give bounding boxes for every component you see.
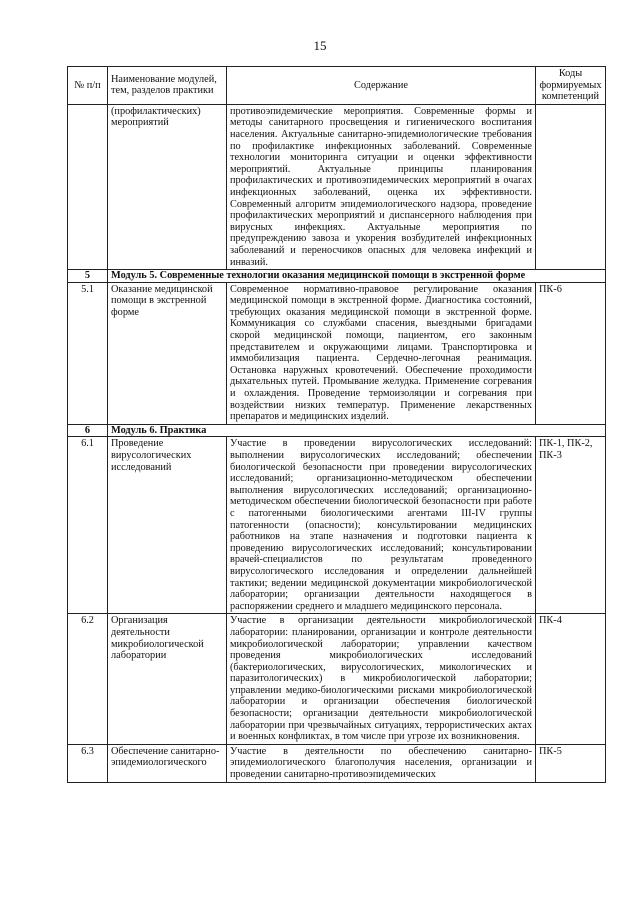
module-title: Модуль 6. Практика (108, 424, 606, 437)
table-row (68, 282, 606, 424)
row-name: Оказание медицинской помощи в экстренной форме (108, 282, 227, 424)
row-name: (профилактических) мероприятий (108, 104, 227, 269)
row-content: Участие в организации деятельности микробиологической лаборатории: планировании, организации и контроле деятельности микробиологической лаборатории; управлении качеством проведения микробиологических исследований (бактериологических, вирусологических, микологических и паразитологических) в микробиологической лаборатории; управлении медико-биологическими рисками микробиологической лаборатории и организации обеспечения биологической безопасности; организации деятельности микробиологической лаборатории при чрезвычайных ситуациях, террористических актах и военных конфликтах, в том числе при угрозе их возникновения. (227, 614, 536, 745)
row-name: Обеспечение санитарно-эпидемиологического (108, 744, 227, 782)
module-number: 5 (68, 270, 108, 283)
table-row (68, 104, 606, 269)
module-title: Модуль 5. Современные технологии оказания медицинской помощи в экстренной форме (108, 270, 606, 283)
row-codes (536, 104, 606, 269)
header-name: Наименование модулей, тем, разделов практики (108, 67, 227, 105)
row-name: Организация деятельности микробиологической лаборатории (108, 614, 227, 745)
row-name: Проведение вирусологических исследований (108, 437, 227, 614)
header-codes: Коды формируемых компетенций (536, 67, 606, 105)
page-number: 15 (313, 38, 327, 53)
row-content: Участие в проведении вирусологических исследований: выполнении вирусологических исследований; обеспечении биологической безопасности при проведении вирусологических исследований; организационно-методическом обеспечении выполнения вирусологических исследований; организационно-методическом обеспечении биологической безопасности при работе с патогенными биологическими агентами III-IV группы патогенности (опасности); консультировании медицинских работников на этапе назначения и подготовки пациента к проведению вирусологических исследований; консультировании врачей-специалистов по результатам проведенного вирусологического исследования и определении дальнейшей тактики; ведении медицинской документации микробиологической лаборатории; организации деятельности находящегося в распоряжении среднего и младшего медицинского персонала. (227, 437, 536, 614)
table-header-row (68, 67, 606, 105)
row-codes: ПК-6 (536, 282, 606, 424)
row-number: 5.1 (68, 282, 108, 424)
header-content: Содержание (227, 67, 536, 105)
row-content: противоэпидемические мероприятия. Современные формы и методы санитарного просвещения и гигиенического воспитания населения. Актуальные санитарно-эпидемиологические требования по профилактике инфекционных заболеваний. Современные технологии мониторинга ситуации и оценки эффективности мероприятий. Актуальные принципы планирования профилактических и противоэпидемических мероприятий в очагах инфекционных заболеваний, оценка их эффективности. Современный алгоритм эпидемиологического надзора, проведение профилактических мероприятий и диспансерного наблюдения при вирусных инфекциях. Актуальные мероприятия по предупреждению завоза и укорения возбудителей инфекционных заболеваний и переносчиков опасных для человека инфекций и инвазий. (227, 104, 536, 269)
row-number: 6.2 (68, 614, 108, 745)
curriculum-table (67, 66, 606, 783)
row-content: Участие в деятельности по обеспечению санитарно-эпидемиологического благополучия населения, организации и проведении санитарно-противоэпидемических (227, 744, 536, 782)
module-row (68, 270, 606, 283)
row-codes: ПК-1, ПК-2, ПК-3 (536, 437, 606, 614)
module-number: 6 (68, 424, 108, 437)
module-row (68, 424, 606, 437)
header-number: № п/п (68, 67, 108, 105)
row-number (68, 104, 108, 269)
row-number: 6.3 (68, 744, 108, 782)
row-codes: ПК-4 (536, 614, 606, 745)
row-codes: ПК-5 (536, 744, 606, 782)
table-row (68, 614, 606, 745)
table-row (68, 744, 606, 782)
row-content: Современное нормативно-правовое регулирование оказания медицинской помощи в экстренной форме. Диагностика состояний, требующих оказания медицинской помощи в экстренной форме. Коммуникация со службами спасения, выездными бригадами скорой медицинской помощи, пациентом, его законным представителем и окружающими лицами. Транспортировка и иммобилизация пациента. Сердечно-легочная реанимация. Остановка наружных кровотечений. Обеспечение проходимости дыхательных путей. Промывание желудка. Применение согревания и охлаждения. Проведение термоизоляции и согревания при воздействии низких температур. Применение лекарственных препаратов и медицинских изделий. (227, 282, 536, 424)
table-row (68, 437, 606, 614)
row-number: 6.1 (68, 437, 108, 614)
